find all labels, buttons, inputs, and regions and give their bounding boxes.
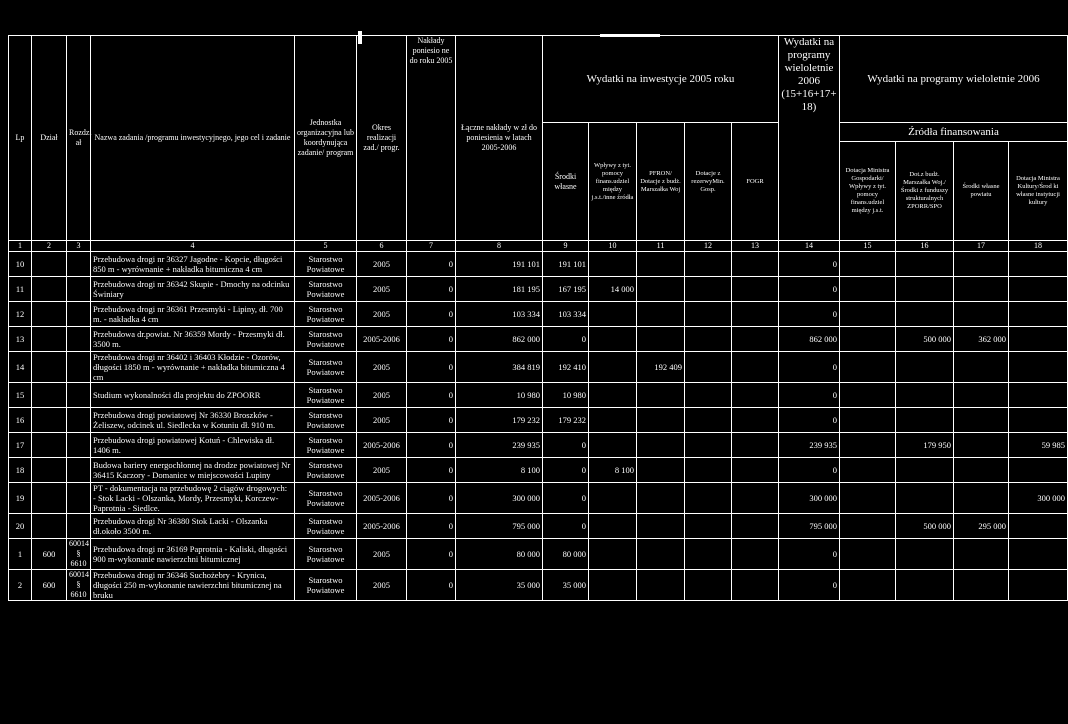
- row-name: Przebudowa dr.powiat. Nr 36359 Mordy - Przesmyki dł. 3500 m.: [91, 327, 295, 352]
- row-unit: Starostwo Powiatowe: [295, 408, 357, 433]
- row-period: 2005-2006: [357, 483, 407, 514]
- row-unit: Starostwo Powiatowe: [295, 277, 357, 302]
- row-dzial: [32, 277, 67, 302]
- row-rezerwy: [685, 302, 732, 327]
- row-fogr: [732, 302, 779, 327]
- row-name: PT - dokumentacja na przebudowę 2 ciągów drogowych: - Stok Lacki - Olszanka, Mordy, Przesmyki, Korczew- Paprotnia - Siedlce.: [91, 483, 295, 514]
- table-row: [9, 277, 1068, 302]
- row-name: Przebudowa drogi nr 36327 Jagodne - Kopcie, długości 850 m - wyrównanie + nakładka bitumiczna 4 cm: [91, 252, 295, 277]
- row-srodki-wlasne: 0: [543, 514, 589, 539]
- row-col16: 179 950: [896, 433, 954, 458]
- row-srodki-wlasne: 0: [543, 458, 589, 483]
- column-number: 5: [295, 241, 357, 252]
- row-rezerwy: [685, 383, 732, 408]
- row-rozdzial: [67, 433, 91, 458]
- row-pfron: [637, 327, 685, 352]
- row-rezerwy: [685, 433, 732, 458]
- row-col16: [896, 458, 954, 483]
- row-naklady: 0: [407, 352, 456, 383]
- row-col16: [896, 277, 954, 302]
- row-lp: 19: [9, 483, 32, 514]
- row-lp: 10: [9, 252, 32, 277]
- table-row: [9, 327, 1068, 352]
- row-period: 2005-2006: [357, 327, 407, 352]
- row-naklady: 0: [407, 302, 456, 327]
- row-col17: [954, 383, 1009, 408]
- row-fogr: [732, 539, 779, 570]
- row-col17: [954, 458, 1009, 483]
- row-col15: [840, 514, 896, 539]
- row-period: 2005: [357, 277, 407, 302]
- row-rezerwy: [685, 483, 732, 514]
- column-number: 3: [67, 241, 91, 252]
- header-nazwa: Nazwa zadania /programu inwestycyjnego, jego cel i zadanie: [91, 36, 295, 241]
- row-col15: [840, 252, 896, 277]
- row-naklady: 0: [407, 514, 456, 539]
- row-col17: [954, 277, 1009, 302]
- row-wplywy: [589, 383, 637, 408]
- row-laczne: 181 195: [456, 277, 543, 302]
- row-wplywy: [589, 570, 637, 601]
- row-fogr: [732, 514, 779, 539]
- header-wplywy: Wpływy z tyt. pomocy finans.udziel między j.s.t./inne źródła: [589, 123, 637, 241]
- table-row: [9, 352, 1068, 383]
- row-rozdzial: [67, 327, 91, 352]
- row-wieloletnie: 0: [779, 570, 840, 601]
- row-col18: [1009, 277, 1068, 302]
- row-lp: 20: [9, 514, 32, 539]
- row-wplywy: [589, 514, 637, 539]
- row-col18: [1009, 252, 1068, 277]
- table-row: [9, 539, 1068, 570]
- row-fogr: [732, 252, 779, 277]
- header-rozdzial: Rozdzi ał: [67, 36, 91, 241]
- row-name: Przebudowa drogi nr 36402 i 36403 Kłodzie - Ozorów, długości 1850 m - wyrównanie + nakładka bitumiczna 4 cm: [91, 352, 295, 383]
- header-dot-budz-marszalka: Dot.z budż. Marszałka Woj./Środki z funduszy strukturalnych ZPORR/SPO: [896, 142, 954, 241]
- row-rozdzial: 60014 § 6610: [67, 570, 91, 601]
- row-col18: [1009, 327, 1068, 352]
- row-unit: Starostwo Powiatowe: [295, 458, 357, 483]
- row-wplywy: 14 000: [589, 277, 637, 302]
- header-lp: Lp: [9, 36, 32, 241]
- row-pfron: [637, 277, 685, 302]
- row-srodki-wlasne: 0: [543, 483, 589, 514]
- row-wieloletnie: 0: [779, 383, 840, 408]
- header-dot-ministra-gospodarki: Dotacja Ministra Gospodarki/ Wpływy z tyt. pomocy finans.udziel między j.s.t.: [840, 142, 896, 241]
- row-laczne: 191 101: [456, 252, 543, 277]
- row-naklady: 0: [407, 327, 456, 352]
- table-row: [9, 408, 1068, 433]
- row-unit: Starostwo Powiatowe: [295, 539, 357, 570]
- row-dzial: [32, 483, 67, 514]
- row-wieloletnie: 239 935: [779, 433, 840, 458]
- header-srodki-wlasne: Środki własne: [543, 123, 589, 241]
- row-unit: Starostwo Powiatowe: [295, 302, 357, 327]
- row-wieloletnie: 0: [779, 408, 840, 433]
- row-rezerwy: [685, 252, 732, 277]
- row-dzial: [32, 514, 67, 539]
- row-col16: [896, 302, 954, 327]
- row-col18: 59 985: [1009, 433, 1068, 458]
- row-wplywy: [589, 302, 637, 327]
- row-name: Budowa bariery energochłonnej na drodze powiatowej Nr 36415 Kaczory - Domanice w miejscowości Lupiny: [91, 458, 295, 483]
- row-col15: [840, 408, 896, 433]
- row-srodki-wlasne: 179 232: [543, 408, 589, 433]
- row-wplywy: [589, 539, 637, 570]
- row-lp: 18: [9, 458, 32, 483]
- row-laczne: 35 000: [456, 570, 543, 601]
- row-unit: Starostwo Powiatowe: [295, 514, 357, 539]
- row-srodki-wlasne: 0: [543, 327, 589, 352]
- row-naklady: 0: [407, 252, 456, 277]
- table-row: [9, 458, 1068, 483]
- row-rozdzial: [67, 302, 91, 327]
- row-unit: Starostwo Powiatowe: [295, 483, 357, 514]
- row-pfron: [637, 408, 685, 433]
- row-wplywy: [589, 352, 637, 383]
- row-col16: [896, 252, 954, 277]
- row-wplywy: [589, 483, 637, 514]
- column-number: 15: [840, 241, 896, 252]
- row-laczne: 80 000: [456, 539, 543, 570]
- row-col15: [840, 433, 896, 458]
- row-wieloletnie: 795 000: [779, 514, 840, 539]
- row-period: 2005: [357, 539, 407, 570]
- row-pfron: [637, 458, 685, 483]
- row-col16: [896, 539, 954, 570]
- row-laczne: 10 980: [456, 383, 543, 408]
- row-laczne: 384 819: [456, 352, 543, 383]
- column-number: 8: [456, 241, 543, 252]
- row-pfron: [637, 514, 685, 539]
- row-unit: Starostwo Powiatowe: [295, 252, 357, 277]
- row-srodki-wlasne: 192 410: [543, 352, 589, 383]
- row-srodki-wlasne: 103 334: [543, 302, 589, 327]
- row-unit: Starostwo Powiatowe: [295, 433, 357, 458]
- row-fogr: [732, 408, 779, 433]
- row-dzial: [32, 302, 67, 327]
- row-unit: Starostwo Powiatowe: [295, 383, 357, 408]
- row-laczne: 300 000: [456, 483, 543, 514]
- row-naklady: 0: [407, 539, 456, 570]
- row-naklady: 0: [407, 458, 456, 483]
- row-pfron: [637, 252, 685, 277]
- row-col17: [954, 433, 1009, 458]
- row-col18: [1009, 539, 1068, 570]
- row-pfron: [637, 570, 685, 601]
- row-fogr: [732, 277, 779, 302]
- row-naklady: 0: [407, 483, 456, 514]
- table-row: [9, 570, 1068, 601]
- row-rezerwy: [685, 514, 732, 539]
- row-pfron: [637, 433, 685, 458]
- row-rezerwy: [685, 539, 732, 570]
- header-wydatki-wieloletnie-2006: Wydatki na programy wieloletnie 2006: [840, 36, 1068, 123]
- row-lp: 12: [9, 302, 32, 327]
- table-row: [9, 252, 1068, 277]
- row-unit: Starostwo Powiatowe: [295, 570, 357, 601]
- header-laczne-naklady: Łączne nakłady w zł do poniesienia w latach 2005-2006: [456, 36, 543, 241]
- header-naklady-do-roku: Nakłady poniesio ne do roku 2005: [407, 36, 456, 241]
- column-number: 12: [685, 241, 732, 252]
- row-wieloletnie: 862 000: [779, 327, 840, 352]
- row-period: 2005: [357, 383, 407, 408]
- row-lp: 13: [9, 327, 32, 352]
- table-row: [9, 302, 1068, 327]
- column-number: 2: [32, 241, 67, 252]
- row-name: Przebudowa drogi powiatowej Kotuń - Chlewiska dł. 1406 m.: [91, 433, 295, 458]
- row-col17: [954, 483, 1009, 514]
- row-lp: 17: [9, 433, 32, 458]
- row-name: Przebudowa drogi powiatowej Nr 36330 Broszków - Żeliszew, odcinek ul. Siedlecka w Kotuniu dł. 910 m.: [91, 408, 295, 433]
- header-dzial: Dział: [32, 36, 67, 241]
- row-period: 2005: [357, 458, 407, 483]
- column-number: 16: [896, 241, 954, 252]
- table-row: [9, 433, 1068, 458]
- row-col16: [896, 408, 954, 433]
- column-number: 7: [407, 241, 456, 252]
- column-number: 9: [543, 241, 589, 252]
- header-fogr: FOGR: [732, 123, 779, 241]
- row-col18: [1009, 570, 1068, 601]
- row-col15: [840, 383, 896, 408]
- row-lp: 11: [9, 277, 32, 302]
- row-rozdzial: [67, 352, 91, 383]
- row-col17: [954, 570, 1009, 601]
- row-col16: 500 000: [896, 514, 954, 539]
- row-dzial: [32, 327, 67, 352]
- row-name: Studium wykonalności dla projektu do ZPOORR: [91, 383, 295, 408]
- row-col15: [840, 570, 896, 601]
- row-wplywy: [589, 408, 637, 433]
- row-naklady: 0: [407, 383, 456, 408]
- row-wplywy: [589, 327, 637, 352]
- row-pfron: 192 409: [637, 352, 685, 383]
- row-rezerwy: [685, 352, 732, 383]
- row-fogr: [732, 433, 779, 458]
- row-col18: [1009, 352, 1068, 383]
- row-dzial: [32, 458, 67, 483]
- row-col15: [840, 277, 896, 302]
- column-number-row: [9, 241, 1068, 252]
- row-fogr: [732, 352, 779, 383]
- row-col16: [896, 483, 954, 514]
- row-col17: [954, 252, 1009, 277]
- row-period: 2005: [357, 408, 407, 433]
- row-laczne: 179 232: [456, 408, 543, 433]
- row-wieloletnie: 0: [779, 302, 840, 327]
- row-col17: [954, 352, 1009, 383]
- column-number: 10: [589, 241, 637, 252]
- row-period: 2005: [357, 352, 407, 383]
- row-rezerwy: [685, 458, 732, 483]
- row-naklady: 0: [407, 433, 456, 458]
- column-number: 6: [357, 241, 407, 252]
- header-dotacje-rezerwy: Dotacje z rezerwyMin. Gosp.: [685, 123, 732, 241]
- row-period: 2005-2006: [357, 433, 407, 458]
- row-rozdzial: [67, 458, 91, 483]
- column-number: 13: [732, 241, 779, 252]
- table-row: [9, 383, 1068, 408]
- row-fogr: [732, 458, 779, 483]
- row-period: 2005: [357, 570, 407, 601]
- row-dzial: [32, 408, 67, 433]
- row-rezerwy: [685, 570, 732, 601]
- row-col17: [954, 539, 1009, 570]
- row-lp: 14: [9, 352, 32, 383]
- row-col17: [954, 302, 1009, 327]
- row-col15: [840, 352, 896, 383]
- row-fogr: [732, 483, 779, 514]
- row-rozdzial: [67, 408, 91, 433]
- row-col18: [1009, 458, 1068, 483]
- header-wydatki-2005: Wydatki na inwestycje 2005 roku: [543, 36, 779, 123]
- row-dzial: 600: [32, 539, 67, 570]
- header-wydatki-wieloletnie: Wydatki na programy wieloletnie 2006 (15+16+17+ 18): [779, 36, 840, 241]
- row-rezerwy: [685, 408, 732, 433]
- row-period: 2005: [357, 302, 407, 327]
- row-pfron: [637, 383, 685, 408]
- column-number: 17: [954, 241, 1009, 252]
- row-srodki-wlasne: 191 101: [543, 252, 589, 277]
- row-srodki-wlasne: 80 000: [543, 539, 589, 570]
- row-dzial: [32, 252, 67, 277]
- row-lp: 15: [9, 383, 32, 408]
- row-srodki-wlasne: 167 195: [543, 277, 589, 302]
- row-name: Przebudowa drogi nr 36361 Przesmyki - Lipiny, dł. 700 m. - nakładka 4 cm: [91, 302, 295, 327]
- row-name: Przebudowa drogi nr 36169 Paprotnia - Kaliski, długości 900 m-wykonanie nawierzchni bitumicznej: [91, 539, 295, 570]
- row-dzial: [32, 383, 67, 408]
- row-dzial: [32, 433, 67, 458]
- row-lp: 1: [9, 539, 32, 570]
- column-number: 11: [637, 241, 685, 252]
- row-name: Przebudowa drogi Nr 36380 Stok Lacki - Olszanka dł.około 3500 m.: [91, 514, 295, 539]
- row-col17: [954, 408, 1009, 433]
- row-srodki-wlasne: 35 000: [543, 570, 589, 601]
- row-col18: [1009, 514, 1068, 539]
- row-rozdzial: [67, 277, 91, 302]
- column-number: 14: [779, 241, 840, 252]
- row-rozdzial: [67, 383, 91, 408]
- row-col15: [840, 539, 896, 570]
- row-col18: 300 000: [1009, 483, 1068, 514]
- row-lp: 2: [9, 570, 32, 601]
- row-wplywy: 8 100: [589, 458, 637, 483]
- row-col18: [1009, 302, 1068, 327]
- table-body: [9, 252, 1068, 601]
- row-laczne: 795 000: [456, 514, 543, 539]
- row-col18: [1009, 408, 1068, 433]
- row-col15: [840, 327, 896, 352]
- row-naklady: 0: [407, 408, 456, 433]
- row-dzial: 600: [32, 570, 67, 601]
- investment-table: [8, 35, 1068, 601]
- row-wplywy: [589, 252, 637, 277]
- row-wieloletnie: 0: [779, 539, 840, 570]
- header-srodki-wlasne-powiatu: Środki własne powiatu: [954, 142, 1009, 241]
- row-fogr: [732, 327, 779, 352]
- row-naklady: 0: [407, 277, 456, 302]
- row-laczne: 103 334: [456, 302, 543, 327]
- row-rezerwy: [685, 277, 732, 302]
- row-pfron: [637, 539, 685, 570]
- table-row: [9, 514, 1068, 539]
- column-number: 1: [9, 241, 32, 252]
- row-pfron: [637, 483, 685, 514]
- row-name: Przebudowa drogi nr 36346 Suchożebry - Krynica, długości 250 m-wykonanie nawierzchni bitumicznej na bruku: [91, 570, 295, 601]
- row-unit: Starostwo Powiatowe: [295, 352, 357, 383]
- row-name: Przebudowa drogi nr 36342 Skupie - Dmochy na odcinku Świniary: [91, 277, 295, 302]
- row-laczne: 862 000: [456, 327, 543, 352]
- row-period: 2005: [357, 252, 407, 277]
- row-laczne: 239 935: [456, 433, 543, 458]
- row-col17: 362 000: [954, 327, 1009, 352]
- row-period: 2005-2006: [357, 514, 407, 539]
- row-col15: [840, 302, 896, 327]
- row-col16: [896, 352, 954, 383]
- column-number: 4: [91, 241, 295, 252]
- row-wplywy: [589, 433, 637, 458]
- row-wieloletnie: 0: [779, 277, 840, 302]
- row-col15: [840, 483, 896, 514]
- row-srodki-wlasne: 10 980: [543, 383, 589, 408]
- row-srodki-wlasne: 0: [543, 433, 589, 458]
- row-rezerwy: [685, 327, 732, 352]
- row-col16: [896, 570, 954, 601]
- row-unit: Starostwo Powiatowe: [295, 327, 357, 352]
- row-rozdzial: [67, 252, 91, 277]
- row-wieloletnie: 300 000: [779, 483, 840, 514]
- row-fogr: [732, 383, 779, 408]
- row-dzial: [32, 352, 67, 383]
- row-rozdzial: 60014 § 6610: [67, 539, 91, 570]
- row-wieloletnie: 0: [779, 352, 840, 383]
- header-jednostka: Jednostka organizacyjna lub koordynująca zadanie/ program: [295, 36, 357, 241]
- header-pfron: PFRON/ Dotacje z budż. Marszałka Woj: [637, 123, 685, 241]
- row-col17: 295 000: [954, 514, 1009, 539]
- row-pfron: [637, 302, 685, 327]
- row-rozdzial: [67, 483, 91, 514]
- header-zrodla-finansowania: Źródła finansowania: [840, 123, 1068, 142]
- row-wieloletnie: 0: [779, 458, 840, 483]
- row-col16: [896, 383, 954, 408]
- header-okres: Okres realizacji zad./ progr.: [357, 36, 407, 241]
- table-row: [9, 483, 1068, 514]
- row-lp: 16: [9, 408, 32, 433]
- row-wieloletnie: 0: [779, 252, 840, 277]
- header-dot-ministra-kultury: Dotacja Ministra Kultury/Środ ki własne instytucji kultury: [1009, 142, 1068, 241]
- row-fogr: [732, 570, 779, 601]
- row-col18: [1009, 383, 1068, 408]
- row-laczne: 8 100: [456, 458, 543, 483]
- row-naklady: 0: [407, 570, 456, 601]
- row-col15: [840, 458, 896, 483]
- column-number: 18: [1009, 241, 1068, 252]
- row-col16: 500 000: [896, 327, 954, 352]
- row-rozdzial: [67, 514, 91, 539]
